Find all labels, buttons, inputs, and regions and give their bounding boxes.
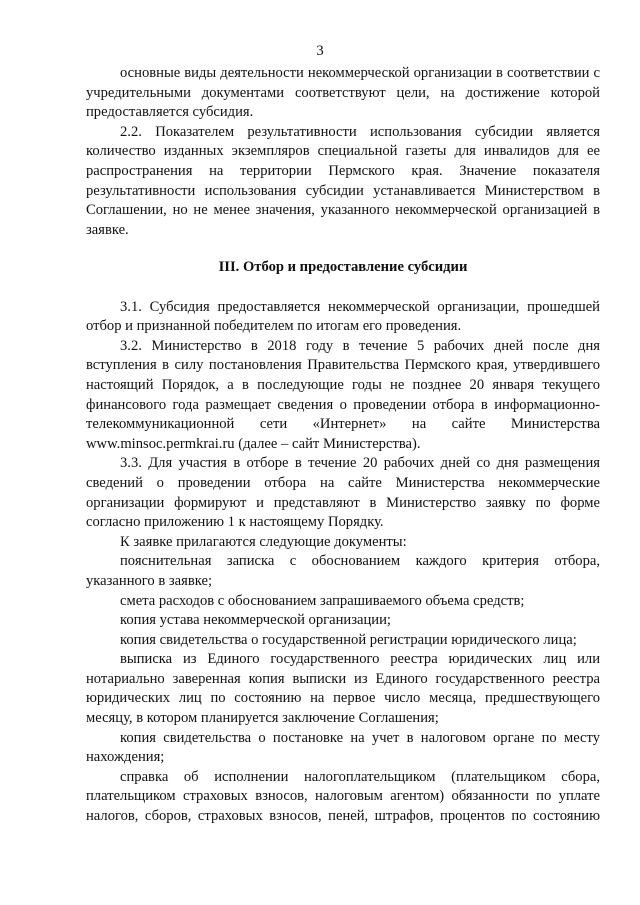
list-item: копия устава некоммерческой организации; [120,612,391,629]
list-item: копия свидетельства о постановке на учет в налоговом органе по месту нахождения; [86,729,600,766]
list-item: пояснительная записка с обоснованием каждого критерия отбора, указанного в заявке; [86,553,600,589]
paragraph: 2.2. Показателем результативности использования субсидии является количество изданных экземпляров специальной газеты для инвалидов для ее распространения на территории Пермского края. Значение показателя результативности использования субсидии устанавливается Министерством в Соглашении, но не менее значения, указанного некоммерческой организацией в заявке. [86,123,600,238]
paragraph: основные виды деятельности некоммерческой организации в соответствии с учредительными документами соответствуют цели, на достижение которой предоставляется субсидия. [86,65,600,121]
text-block-top [86,64,600,240]
list-item: выписка из Единого государственного реестра юридических лиц или нотариально заверенная копия выписки из Единого государственного реестра юридических лиц по состоянию на первое число месяца, предшествующего месяцу, в котором планируется заключение Соглашения; [86,651,600,727]
paragraph: К заявке прилагаются следующие документы: [120,533,407,550]
paragraph: 3.2. Министерство в 2018 году в течение 5 рабочих дней после дня вступления в силу постановления Правительства Пермского края, утвердившего настоящий Порядок, а в последующие годы не позднее 20 января текущего финансового года размещает сведения о проведении отбора в информационно-телекоммуникационной сети «Интернет» на сайте Министерства www.minsoc.permkrai.ru (далее – сайт Министерства). [86,337,600,452]
page-number: 3 [316,43,324,59]
list-item: справка об исполнении налогоплательщиком (плательщиком сбора, плательщиком страховых взносов, налоговым агентом) обязанности по уплате налогов, сборов, страховых взносов, пеней, штрафов, процентов по состоянию [86,768,600,825]
paragraph: 3.1. Субсидия предоставляется некоммерческой организации, прошедшей отбор и признанной победителем по итогам его проведения. [86,298,600,335]
paragraph: 3.3. Для участия в отборе в течение 20 рабочих дней со дня размещения сведений о проведении отбора на сайте Министерства некоммерческие организации формируют и представляют в Министерство заявку по форме согласно приложению 1 к настоящему Порядку. [86,455,600,531]
text-block-section [86,258,600,827]
list-item: смета расходов с обоснованием запрашиваемого объема средств; [120,592,525,609]
list-item: копия свидетельства о государственной регистрации юридического лица; [120,631,577,648]
section-heading: III. Отбор и предоставление субсидии [218,259,468,275]
